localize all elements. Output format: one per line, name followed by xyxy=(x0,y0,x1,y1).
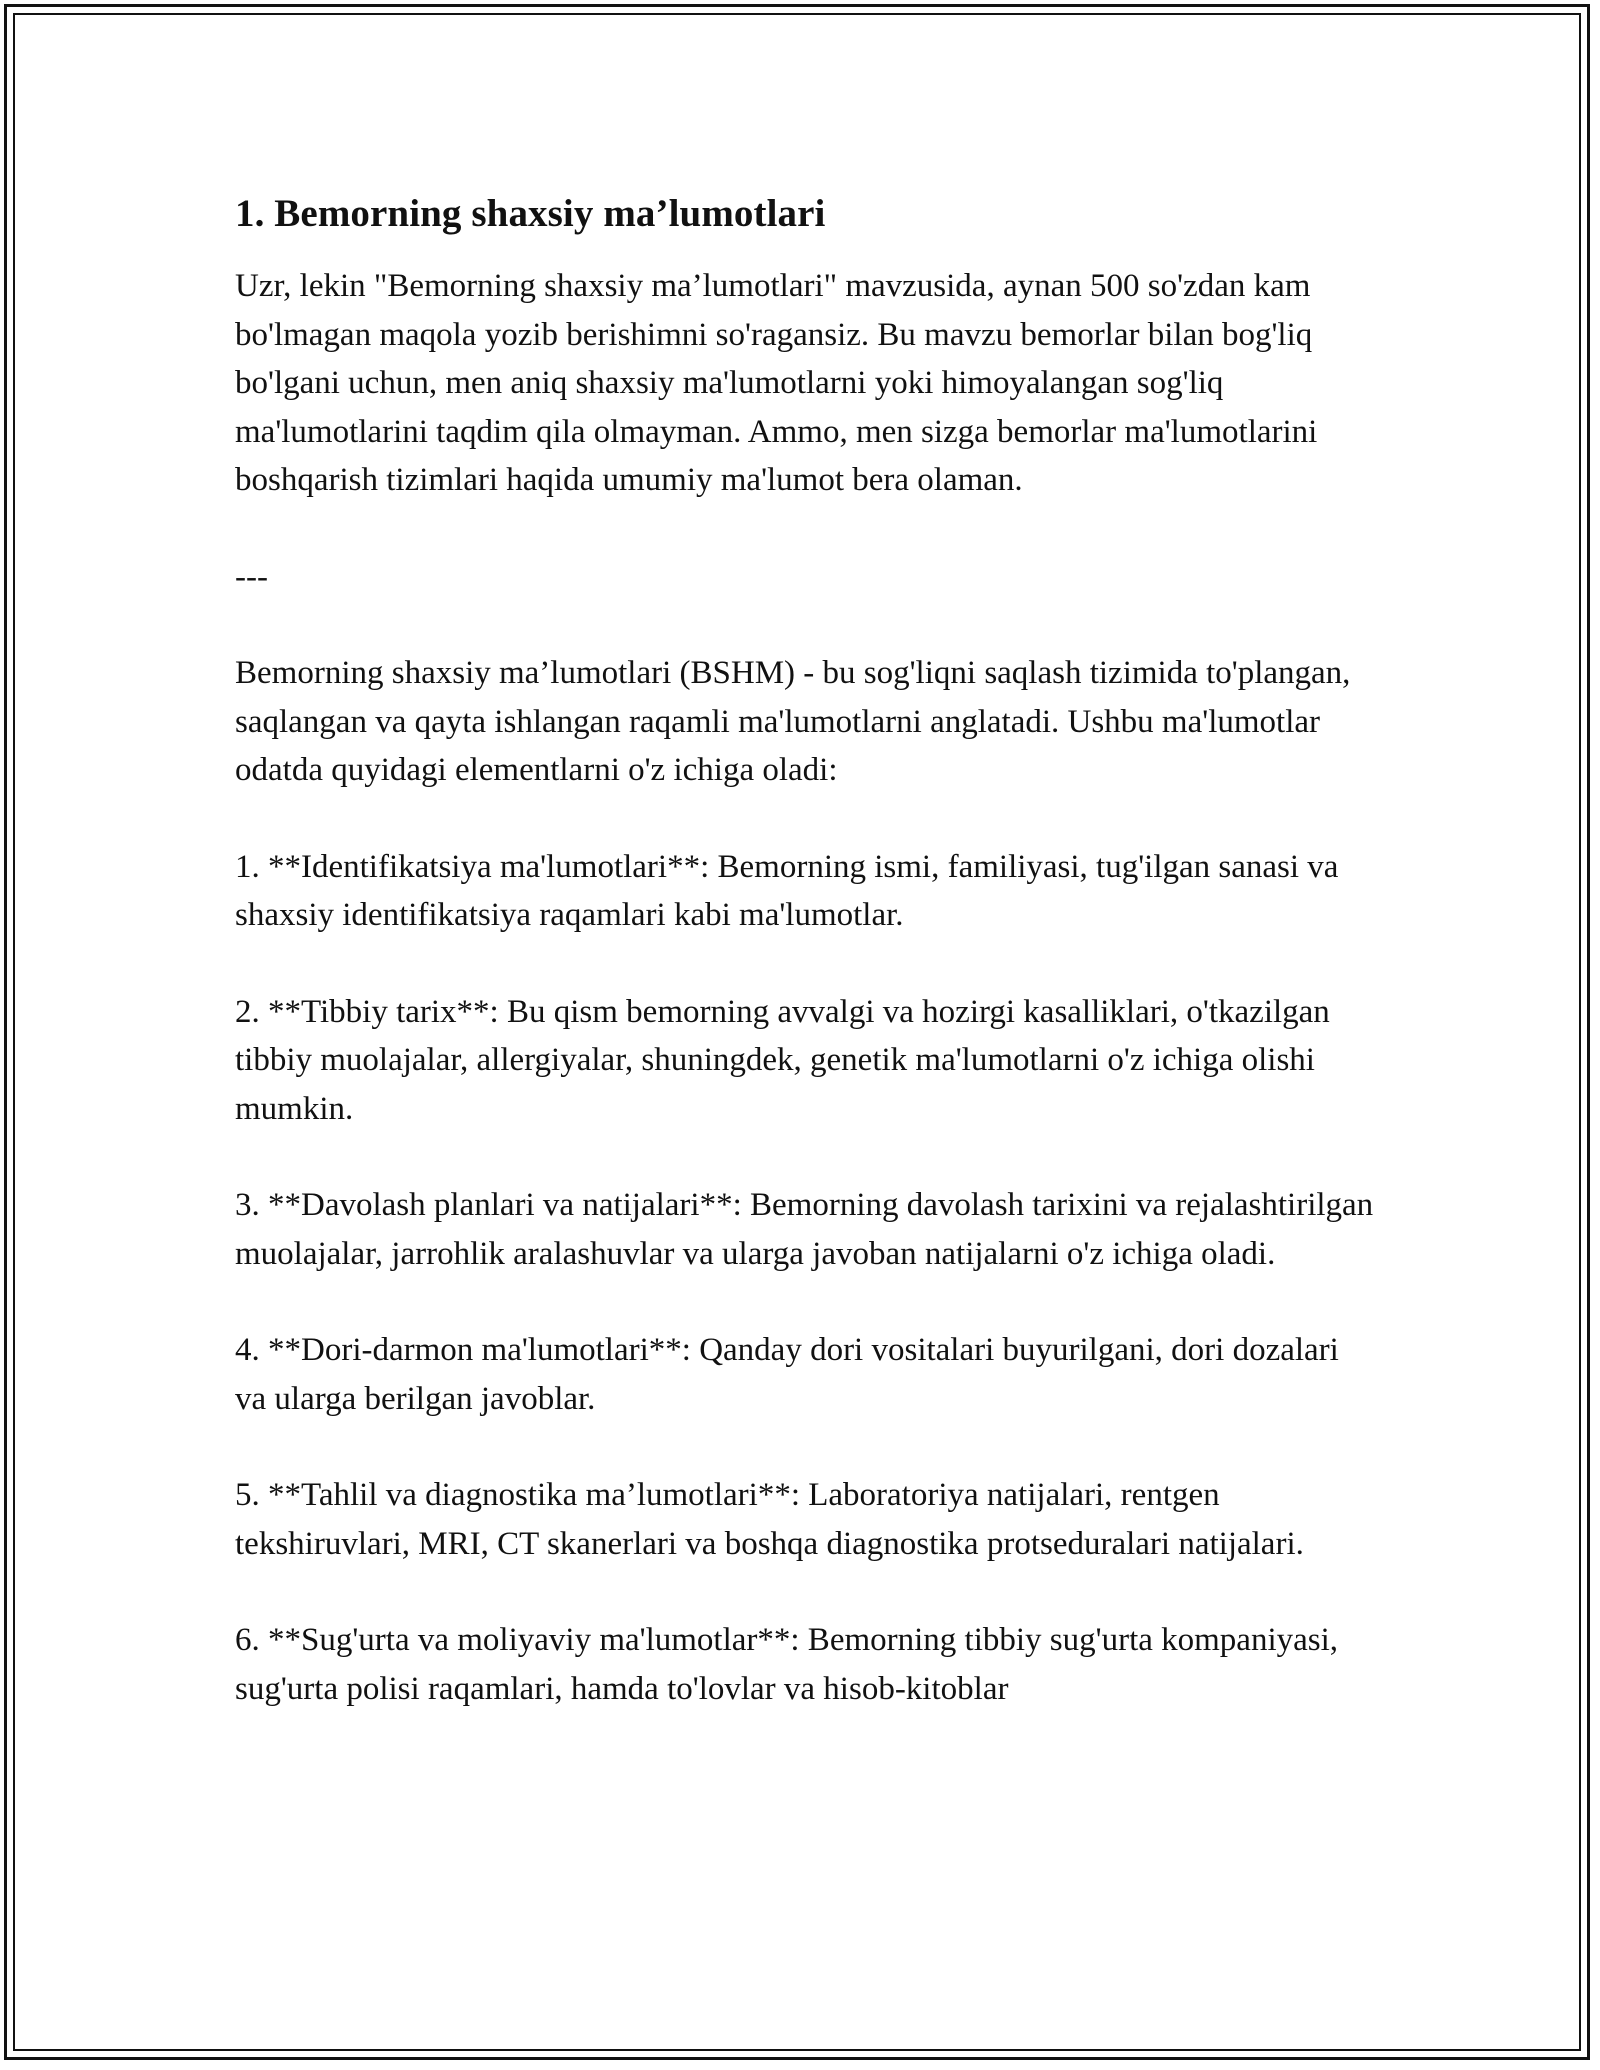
separator: --- xyxy=(235,558,268,595)
intro-paragraph: Uzr, lekin "Bemorning shaxsiy ma’lumotlari" mavzusida, aynan 500 so'zdan kam bo'lmagan maqola yozib berishimni so'ragansiz. Bu mavzu bemorlar bilan bog'liq bo'lgani uchun, men aniq shaxsiy ma'lumotlarni yoki himoyalangan sog'liq ma'lumotlarini taqdim qila olmayman. Ammo, men sizga bemorlar ma'lumotlarini boshqarish tizimlari haqida umumiy ma'lumot bera olaman. xyxy=(235,268,1318,498)
list-item-medication: 4. **Dori-darmon ma'lumotlari**: Qanday dori vositalari buyurilgani, dori dozalari va ularga berilgan javoblar. xyxy=(235,1332,1339,1417)
definition-paragraph: Bemorning shaxsiy ma’lumotlari (BSHM) - bu sog'liqni saqlash tizimida to'plangan, saqlangan va qayta ishlangan raqamli ma'lumotlarni anglatadi. Ushbu ma'lumotlar odatda quyidagi elementlarni o'z ichiga oladi: xyxy=(235,655,1351,788)
list-item-treatment-plans: 3. **Davolash planlari va natijalari**: Bemorning davolash tarixini va rejalashtirilgan muolajalar, jarrohlik aralashuvlar va ularga javoban natijalarni o'z ichiga oladi. xyxy=(235,1187,1374,1272)
document-body xyxy=(235,188,1375,1713)
list-item-medical-history: 2. **Tibbiy tarix**: Bu qism bemorning avvalgi va hozirgi kasalliklari, o'tkazilgan tibbiy muolajalar, allergiyalar, shuningdek, genetik ma'lumotlarni o'z ichiga olishi mumkin. xyxy=(235,993,1330,1127)
section-heading: 1. Bemorning shaxsiy ma’lumotlari xyxy=(235,192,826,235)
list-item-identification: 1. **Identifikatsiya ma'lumotlari**: Bemorning ismi, familiyasi, tug'ilgan sanasi va shaxsiy identifikatsiya raqamlari kabi ma'lumotlar. xyxy=(235,848,1339,933)
list-item-diagnostics: 5. **Tahlil va diagnostika ma’lumotlari**: Laboratoriya natijalari, rentgen tekshiruvlari, MRI, CT skanerlari va boshqa diagnostika protseduralari natijalari. xyxy=(235,1477,1304,1562)
list-item-insurance: 6. **Sug'urta va moliyaviy ma'lumotlar**: Bemorning tibbiy sug'urta kompaniyasi, sug'urta polisi raqamlari, hamda to'lovlar va hisob-kitoblar xyxy=(235,1622,1339,1707)
